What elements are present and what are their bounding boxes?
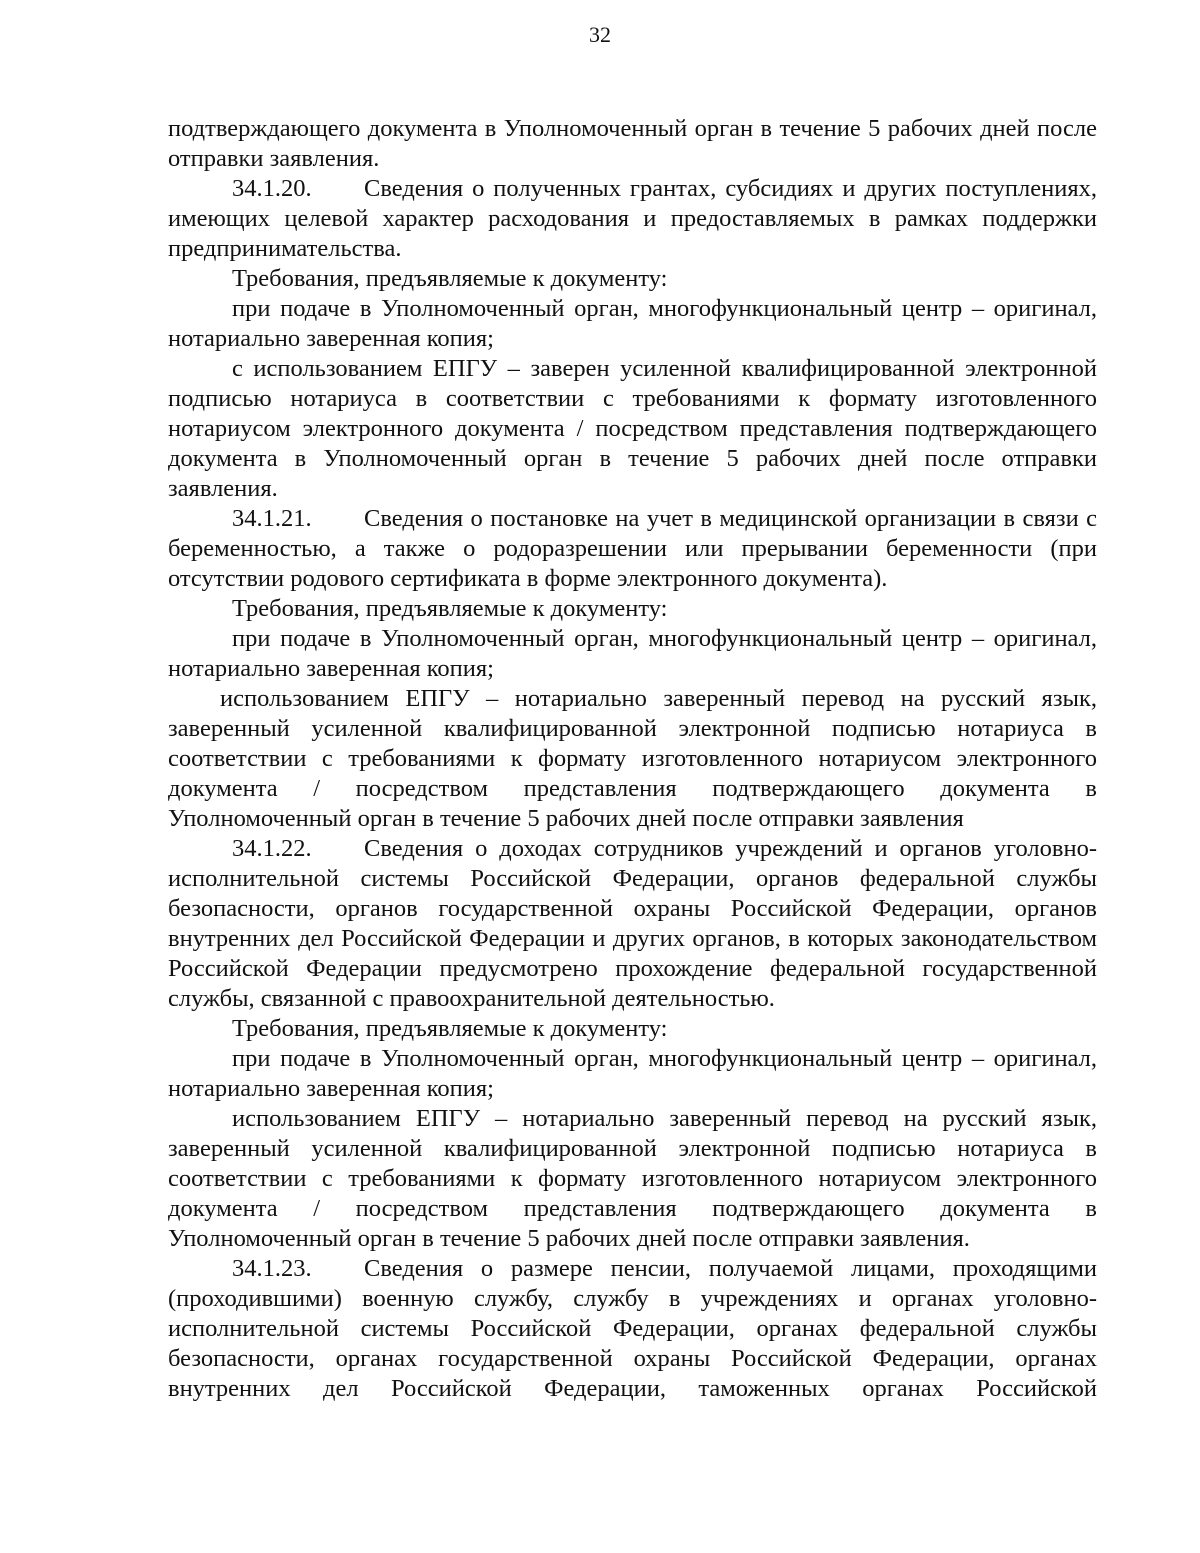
requirement-epgu: использованием ЕПГУ – нотариально заверенный перевод на русский язык, заверенный усиленной квалифицированной электронной подписью нотариуса в соответствии с требованиями к формату изготовленного нотариусом электронного документа / посредством представления подтверждающего документа в Уполномоченный орган в течение 5 рабочих дней после отправки заявления [168, 685, 1097, 832]
requirements-heading: Требования, предъявляемые к документу: [232, 265, 668, 292]
requirements-heading: Требования, предъявляемые к документу: [232, 595, 668, 622]
section-34-1-22 [168, 834, 1097, 1014]
section-34-1-21 [168, 504, 1097, 594]
section-number: 34.1.23. [232, 1255, 312, 1282]
section-number: 34.1.21. [232, 505, 312, 532]
section-text: Сведения о доходах сотрудников учреждений и органов уголовно-исполнительной системы Российской Федерации, органов федеральной службы безопасности, органов государственной охраны Российской Федерации, органов внутренних дел Российской Федерации и других органов, в которых законодательством Российской Федерации предусмотрено прохождение федеральной государственной службы, связанной с правоохранительной деятельностью. [168, 835, 1097, 1012]
requirement-epgu: с использованием ЕПГУ – заверен усиленной квалифицированной электронной подписью нотариуса в соответствии с требованиями к формату изготовленного нотариусом электронного документа / посредством представления подтверждающего документа в Уполномоченный орган в течение 5 рабочих дней после отправки заявления. [168, 355, 1097, 502]
section-34-1-20 [168, 174, 1097, 264]
requirement-epgu: использованием ЕПГУ – нотариально заверенный перевод на русский язык, заверенный усиленной квалифицированной электронной подписью нотариуса в соответствии с требованиями к формату изготовленного нотариусом электронного документа / посредством представления подтверждающего документа в Уполномоченный орган в течение 5 рабочих дней после отправки заявления. [168, 1105, 1097, 1252]
requirement-in-person: при подаче в Уполномоченный орган, многофункциональный центр – оригинал, нотариально заверенная копия; [168, 1045, 1097, 1102]
requirements-heading: Требования, предъявляемые к документу: [232, 1015, 668, 1042]
document-body [168, 114, 1097, 1404]
section-text: Сведения о полученных грантах, субсидиях и других поступлениях, имеющих целевой характер расходования и предоставляемых в рамках поддержки предпринимательства. [168, 175, 1097, 262]
requirement-in-person: при подаче в Уполномоченный орган, многофункциональный центр – оригинал, нотариально заверенная копия; [168, 295, 1097, 352]
paragraph-continuation: подтверждающего документа в Уполномоченный орган в течение 5 рабочих дней после отправки заявления. [168, 115, 1097, 172]
section-number: 34.1.20. [232, 175, 312, 202]
requirement-in-person: при подаче в Уполномоченный орган, многофункциональный центр – оригинал, нотариально заверенная копия; [168, 625, 1097, 682]
section-34-1-23 [168, 1254, 1097, 1404]
section-text: Сведения о постановке на учет в медицинской организации в связи с беременностью, а также о родоразрешении или прерывании беременности (при отсутствии родового сертификата в форме электронного документа). [168, 505, 1097, 592]
section-text: Сведения о размере пенсии, получаемой лицами, проходящими (проходившими) военную службу, службу в учреждениях и органах уголовно-исполнительной системы Российской Федерации, органах федеральной службы безопасности, органах государственной охраны Российской Федерации, органах внутренних дел Российской Федерации, таможенных органах Российской [168, 1255, 1097, 1402]
section-number: 34.1.22. [232, 835, 312, 862]
page-number: 32 [589, 22, 611, 47]
